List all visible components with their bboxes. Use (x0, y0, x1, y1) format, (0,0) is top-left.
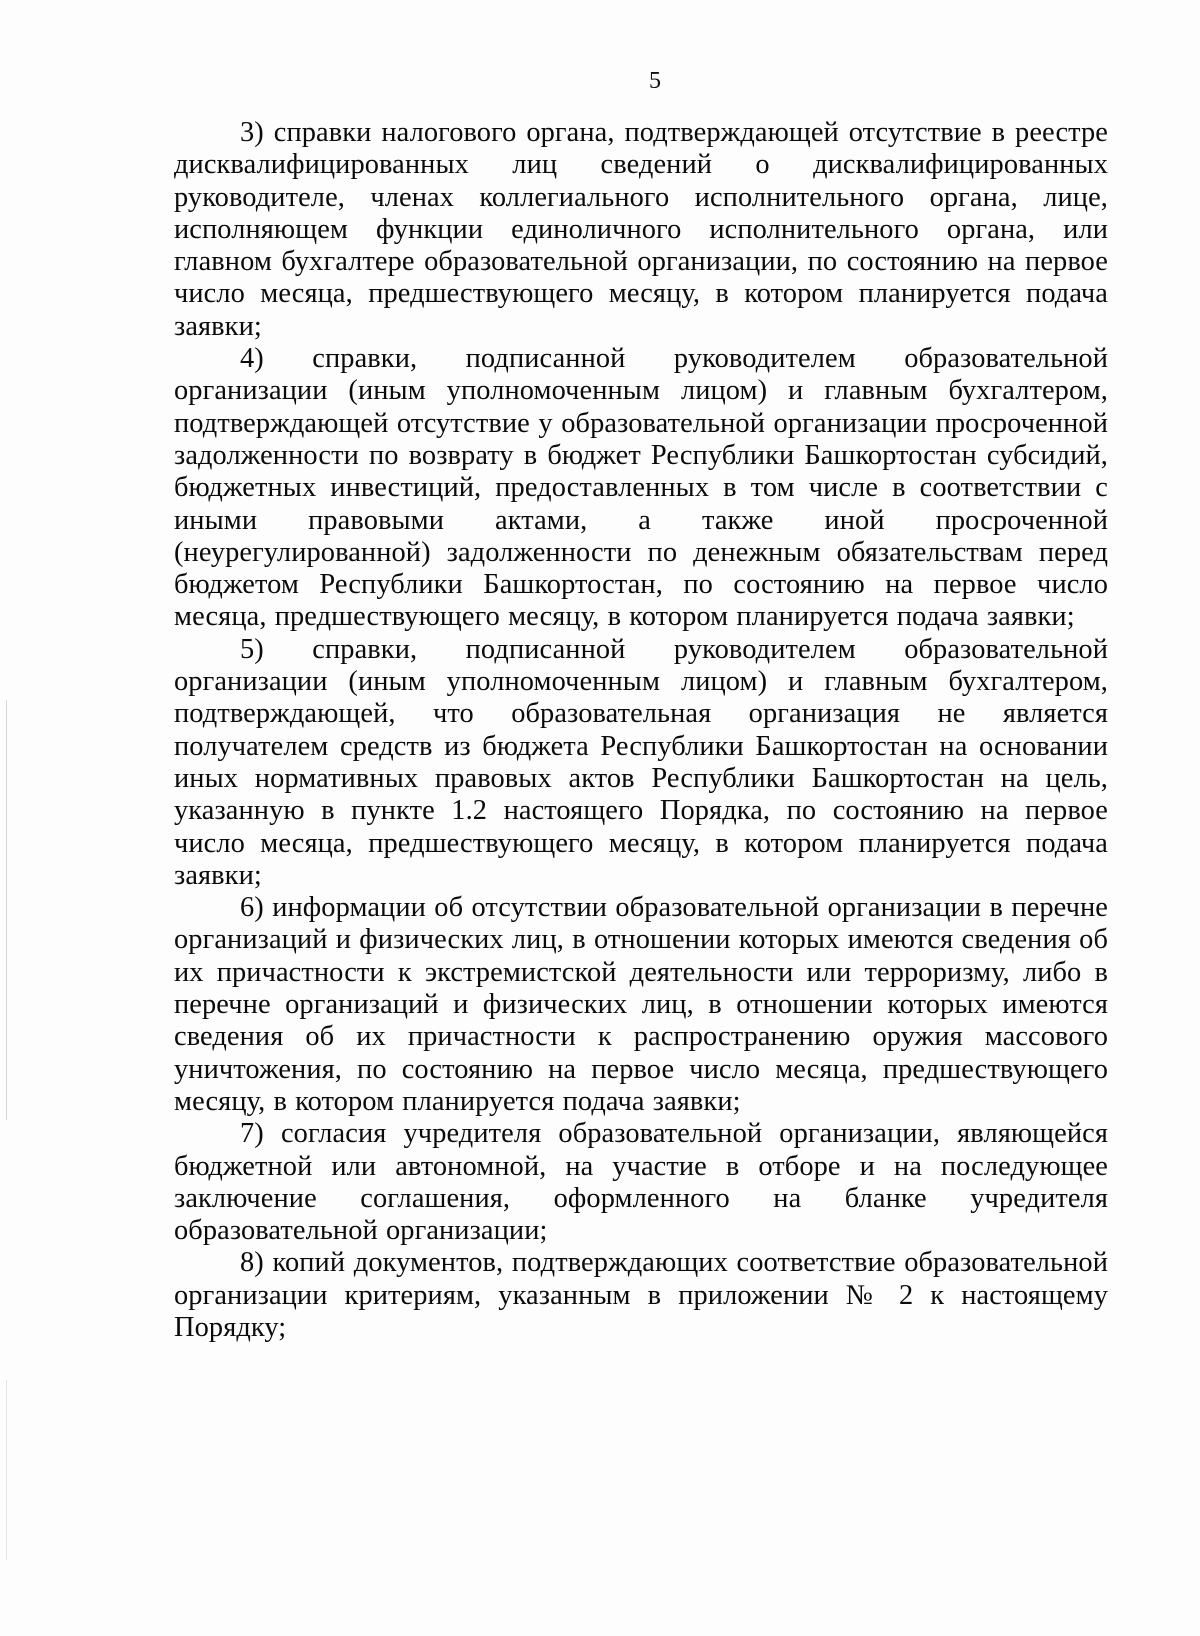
scan-edge-mark (6, 700, 7, 1120)
list-item-7: 7) согласия учредителя образовательной организации, являющейся бюджетной или автономной, на участие в отборе и на последующее заключение соглашения, оформленного на бланке учредителя образовательной организации; (174, 1118, 1108, 1247)
list-item-8: 8) копий документов, подтверждающих соответствие образовательной организации критериям, указанным в приложении № 2 к настоящему Порядку; (174, 1247, 1108, 1343)
list-item-6: 6) информации об отсутствии образовательной организации в перечне организаций и физических лиц, в отношении которых имеются сведения об их причастности к экстремистской деятельности или терроризму, либо в перечне организаций и физических лиц, в отношении которых имеются сведения об их причастности к распространению оружия массового уничтожения, по состоянию на первое число месяца, предшествующего месяцу, в котором планируется подача заявки; (174, 892, 1108, 1117)
scan-edge-mark (6, 1380, 7, 1560)
document-body (174, 117, 1108, 1344)
list-item-3: 3) справки налогового органа, подтверждающей отсутствие в реестре дисквалифицированных лиц сведений о дисквалифицированных руководителе, членах коллегиального исполнительного органа, лице, исполняющем функции единоличного исполнительного органа, или главном бухгалтере образовательной организации, по состоянию на первое число месяца, предшествующего месяцу, в котором планируется подача заявки; (174, 117, 1108, 342)
page-number: 5 (649, 68, 661, 94)
list-item-5: 5) справки, подписанной руководителем образовательной организации (иным уполномоченным лицом) и главным бухгалтером, подтверждающей, что образовательная организация не является получателем средств из бюджета Республики Башкортостан на основании иных нормативных правовых актов Республики Башкортостан на цель, указанную в пункте 1.2 настоящего Порядка, по состоянию на первое число месяца, предшествующего месяцу, в котором планируется подача заявки; (174, 633, 1108, 891)
list-item-4: 4) справки, подписанной руководителем образовательной организации (иным уполномоченным лицом) и главным бухгалтером, подтверждающей отсутствие у образовательной организации просроченной задолженности по возврату в бюджет Республики Башкортостан субсидий, бюджетных инвестиций, предоставленных в том числе в соответствии с иными правовыми актами, а также иной просроченной (неурегулированной) задолженности по денежным обязательствам перед бюджетом Республики Башкортостан, по состоянию на первое число месяца, предшествующего месяцу, в котором планируется подача заявки; (174, 343, 1108, 633)
